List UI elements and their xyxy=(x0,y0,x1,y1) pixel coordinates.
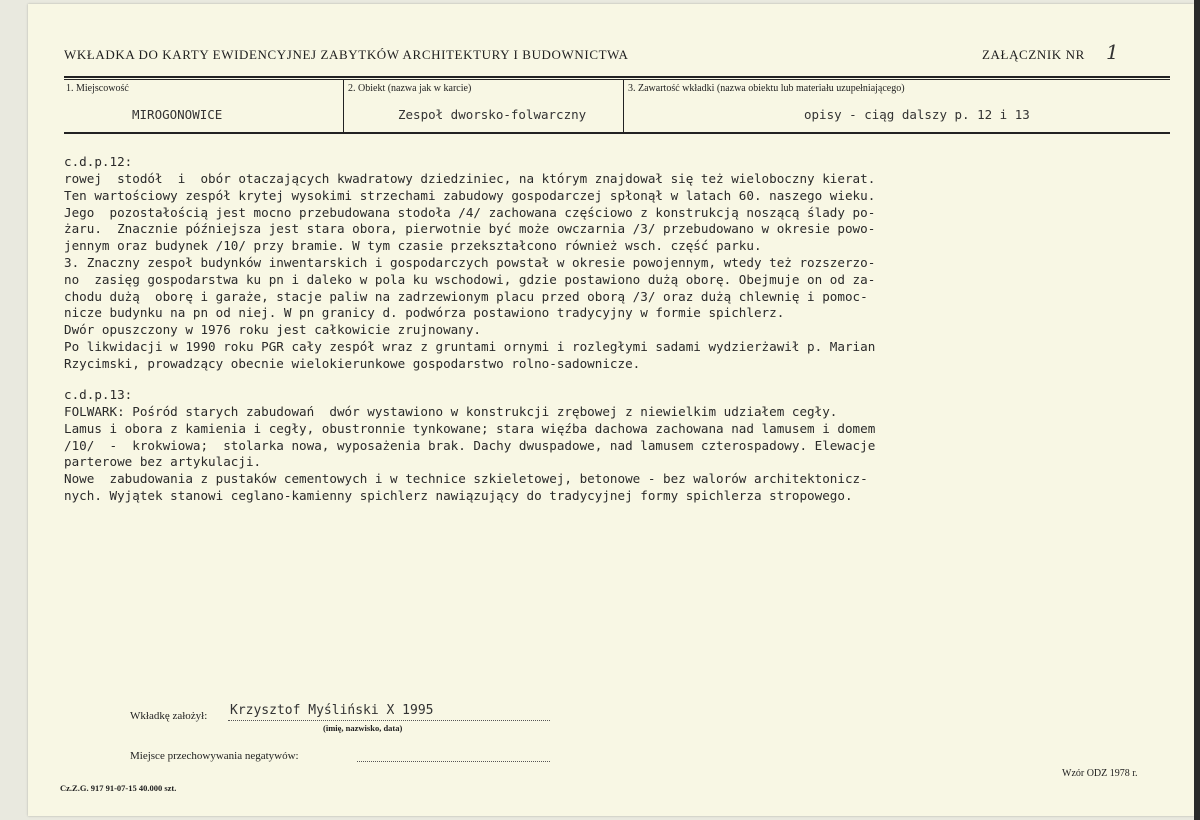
text-line: rowej stodół i obór otaczających kwadratowy dziedziniec, na którym znajdował się też wieloboczny kierat. xyxy=(64,171,876,186)
section2-heading: c.d.p.13: xyxy=(64,387,133,402)
text-line: Ten wartościowy zespół krytej wysokimi strzechami zabudowy gospodarczej spłonął w latach 60. naszego wieku. xyxy=(64,187,876,203)
annex-label: ZAŁĄCZNIK NR xyxy=(982,47,1085,62)
text-line: żaru. Znacznie późniejsza jest stara obora, pierwotnie być może owczarnia /3/ przebudowano w okresie powo- xyxy=(64,221,876,237)
header-rule-top-thin xyxy=(64,79,1170,80)
text-line: chodu dużą oborę i garaże, stacje paliw na zadrzewionym placu przed oborą /3/ oraz dużą chlewnię i pomoc- xyxy=(64,288,868,304)
author-line xyxy=(228,720,550,721)
text-line: no zasięg gospodarstwa ku pn i daleko w pola ku wschodowi, gdzie postawiono dużą oborę. Obejmuje on od za- xyxy=(64,271,876,287)
object-label: 2. Obiekt (nazwa jak w karcie) xyxy=(348,83,472,94)
storage-line xyxy=(357,761,550,762)
form-code: Wzór ODZ 1978 r. xyxy=(1062,768,1138,779)
header-rule-top xyxy=(64,76,1170,78)
header-rule-bottom xyxy=(64,132,1170,134)
print-code: Cz.Z.G. 917 91-07-15 40.000 szt. xyxy=(60,783,177,793)
text-line: nych. Wyjątek stanowi ceglano-kamienny spichlerz nawiązujący do tradycyjnej formy spichlerza stropowego. xyxy=(64,488,853,503)
scan-edge xyxy=(1194,0,1200,820)
locality-value: MIROGONOWICE xyxy=(132,107,223,122)
author-value: Krzysztof Myśliński X 1995 xyxy=(230,703,434,718)
annex-number: 1 xyxy=(1106,40,1119,64)
content-label: 3. Zawartość wkładki (nazwa obiektu lub materiału uzupełniającego) xyxy=(628,83,905,94)
author-label: Wkładkę założył: xyxy=(130,710,208,722)
author-hint: (imię, nazwisko, data) xyxy=(323,723,403,733)
text-line: nicze budynku na pn od niej. W pn granicy d. podwórza postawiono tradycyjny w formie spichlerz. xyxy=(64,305,785,321)
text-line: Jego pozostałością jest mocno przebudowana stodoła /4/ zachowana częściowo z konstrukcją noszącą ślady po- xyxy=(64,204,876,220)
text-line: Dwór opuszczony w 1976 roku jest całkowicie zrujnowany. xyxy=(64,322,482,338)
text-line: FOLWARK: Pośród starych zabudowań dwór wystawiono w konstrukcji zrębowej z niewielkim udziałem cegły. xyxy=(64,404,838,419)
object-value: Zespoł dworsko-folwarczny xyxy=(398,107,587,122)
text-line: 3. Znaczny zespoł budynków inwentarskich i gospodarczych powstał w okresie powojennym, wtedy też rozszerzo- xyxy=(64,255,876,270)
locality-label: 1. Miejscowość xyxy=(66,83,129,94)
storage-label: Miejsce przechowywania negatywów: xyxy=(130,750,299,762)
text-line: /10/ - krokwiowa; stolarka nowa, wyposażenia brak. Dachy dwuspadowe, nad lamusem czterospadowy. Elewacje xyxy=(64,437,876,453)
text-line: Lamus i obora z kamienia i cegły, obustronnie tynkowane; stara więźba dachowa zachowana nad lamusem i domem xyxy=(64,420,876,436)
section1-heading: c.d.p.12: xyxy=(64,154,133,169)
text-line: parterowe bez artykulacji. xyxy=(64,454,262,470)
text-line: Nowe zabudowania z pustaków cementowych i w technice szkieletowej, betonowe - bez walorów architektonicz- xyxy=(64,471,868,487)
field-divider-2 xyxy=(623,80,624,132)
text-line: jennym oraz budynek /10/ przy bramie. W tym czasie przekształcono również wsch. część parku. xyxy=(64,238,762,254)
text-line: Po likwidacji w 1990 roku PGR cały zespół wraz z gruntami ornymi i rozległymi sadami wydzierżawił p. Marian xyxy=(64,339,876,354)
field-divider-1 xyxy=(343,80,344,132)
form-title: WKŁADKA DO KARTY EWIDENCYJNEJ ZABYTKÓW ARCHITEKTURY I BUDOWNICTWA xyxy=(64,47,629,62)
text-line: Rzycimski, prowadzący obecnie wielokierunkowe gospodarstwo rolno-sadownicze. xyxy=(64,355,641,371)
content-value: opisy - ciąg dalszy p. 12 i 13 xyxy=(804,107,1030,122)
